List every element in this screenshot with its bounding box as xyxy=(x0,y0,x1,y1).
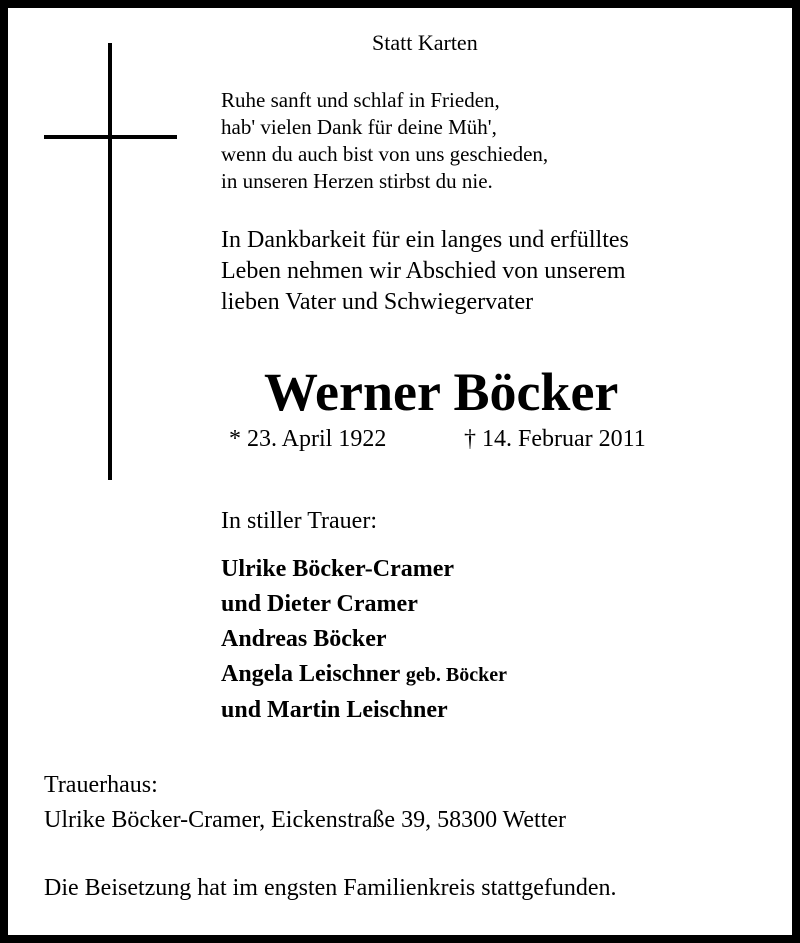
mourner-name: und Dieter Cramer xyxy=(221,591,418,617)
house-address: Ulrike Böcker-Cramer, Eickenstraße 39, 58300 Wetter xyxy=(44,807,566,833)
verse-line: in unseren Herzen stirbst du nie. xyxy=(221,169,493,193)
mourner-entry xyxy=(221,657,507,693)
cross-vertical-bar xyxy=(108,43,112,480)
house-label: Trauerhaus: xyxy=(44,772,158,798)
deceased-name: Werner Böcker xyxy=(264,362,619,422)
intro-line: lieben Vater und Schwiegervater xyxy=(221,289,534,315)
mourner-name: Ulrike Böcker-Cramer xyxy=(221,556,455,582)
verse-block xyxy=(221,87,548,195)
birth-date: * 23. April 1922 xyxy=(229,426,387,452)
obituary-notice xyxy=(8,8,792,935)
intro-line: Leben nehmen wir Abschied von unserem xyxy=(221,258,626,284)
intro-text xyxy=(221,225,629,318)
mourners-list xyxy=(221,552,507,728)
verse-line: hab' vielen Dank für deine Müh', xyxy=(221,115,497,139)
verse-line: Ruhe sanft und schlaf in Frieden, xyxy=(221,88,500,112)
mourning-label: In stiller Trauer: xyxy=(221,508,377,534)
verse-line: wenn du auch bist von uns geschieden, xyxy=(221,142,549,166)
notice-header: Statt Karten xyxy=(372,30,478,55)
mourner-name: Angela Leischner xyxy=(221,661,400,687)
cross-horizontal-bar xyxy=(44,135,177,139)
maiden-name-note: geb. Böcker xyxy=(405,664,507,686)
burial-note: Die Beisetzung hat im engsten Familienkreis stattgefunden. xyxy=(44,875,617,901)
death-date: † 14. Februar 2011 xyxy=(464,426,646,452)
mourner-name: Andreas Böcker xyxy=(221,626,387,652)
intro-line: In Dankbarkeit für ein langes und erfülltes xyxy=(221,227,629,253)
mourner-name: und Martin Leischner xyxy=(221,697,448,723)
